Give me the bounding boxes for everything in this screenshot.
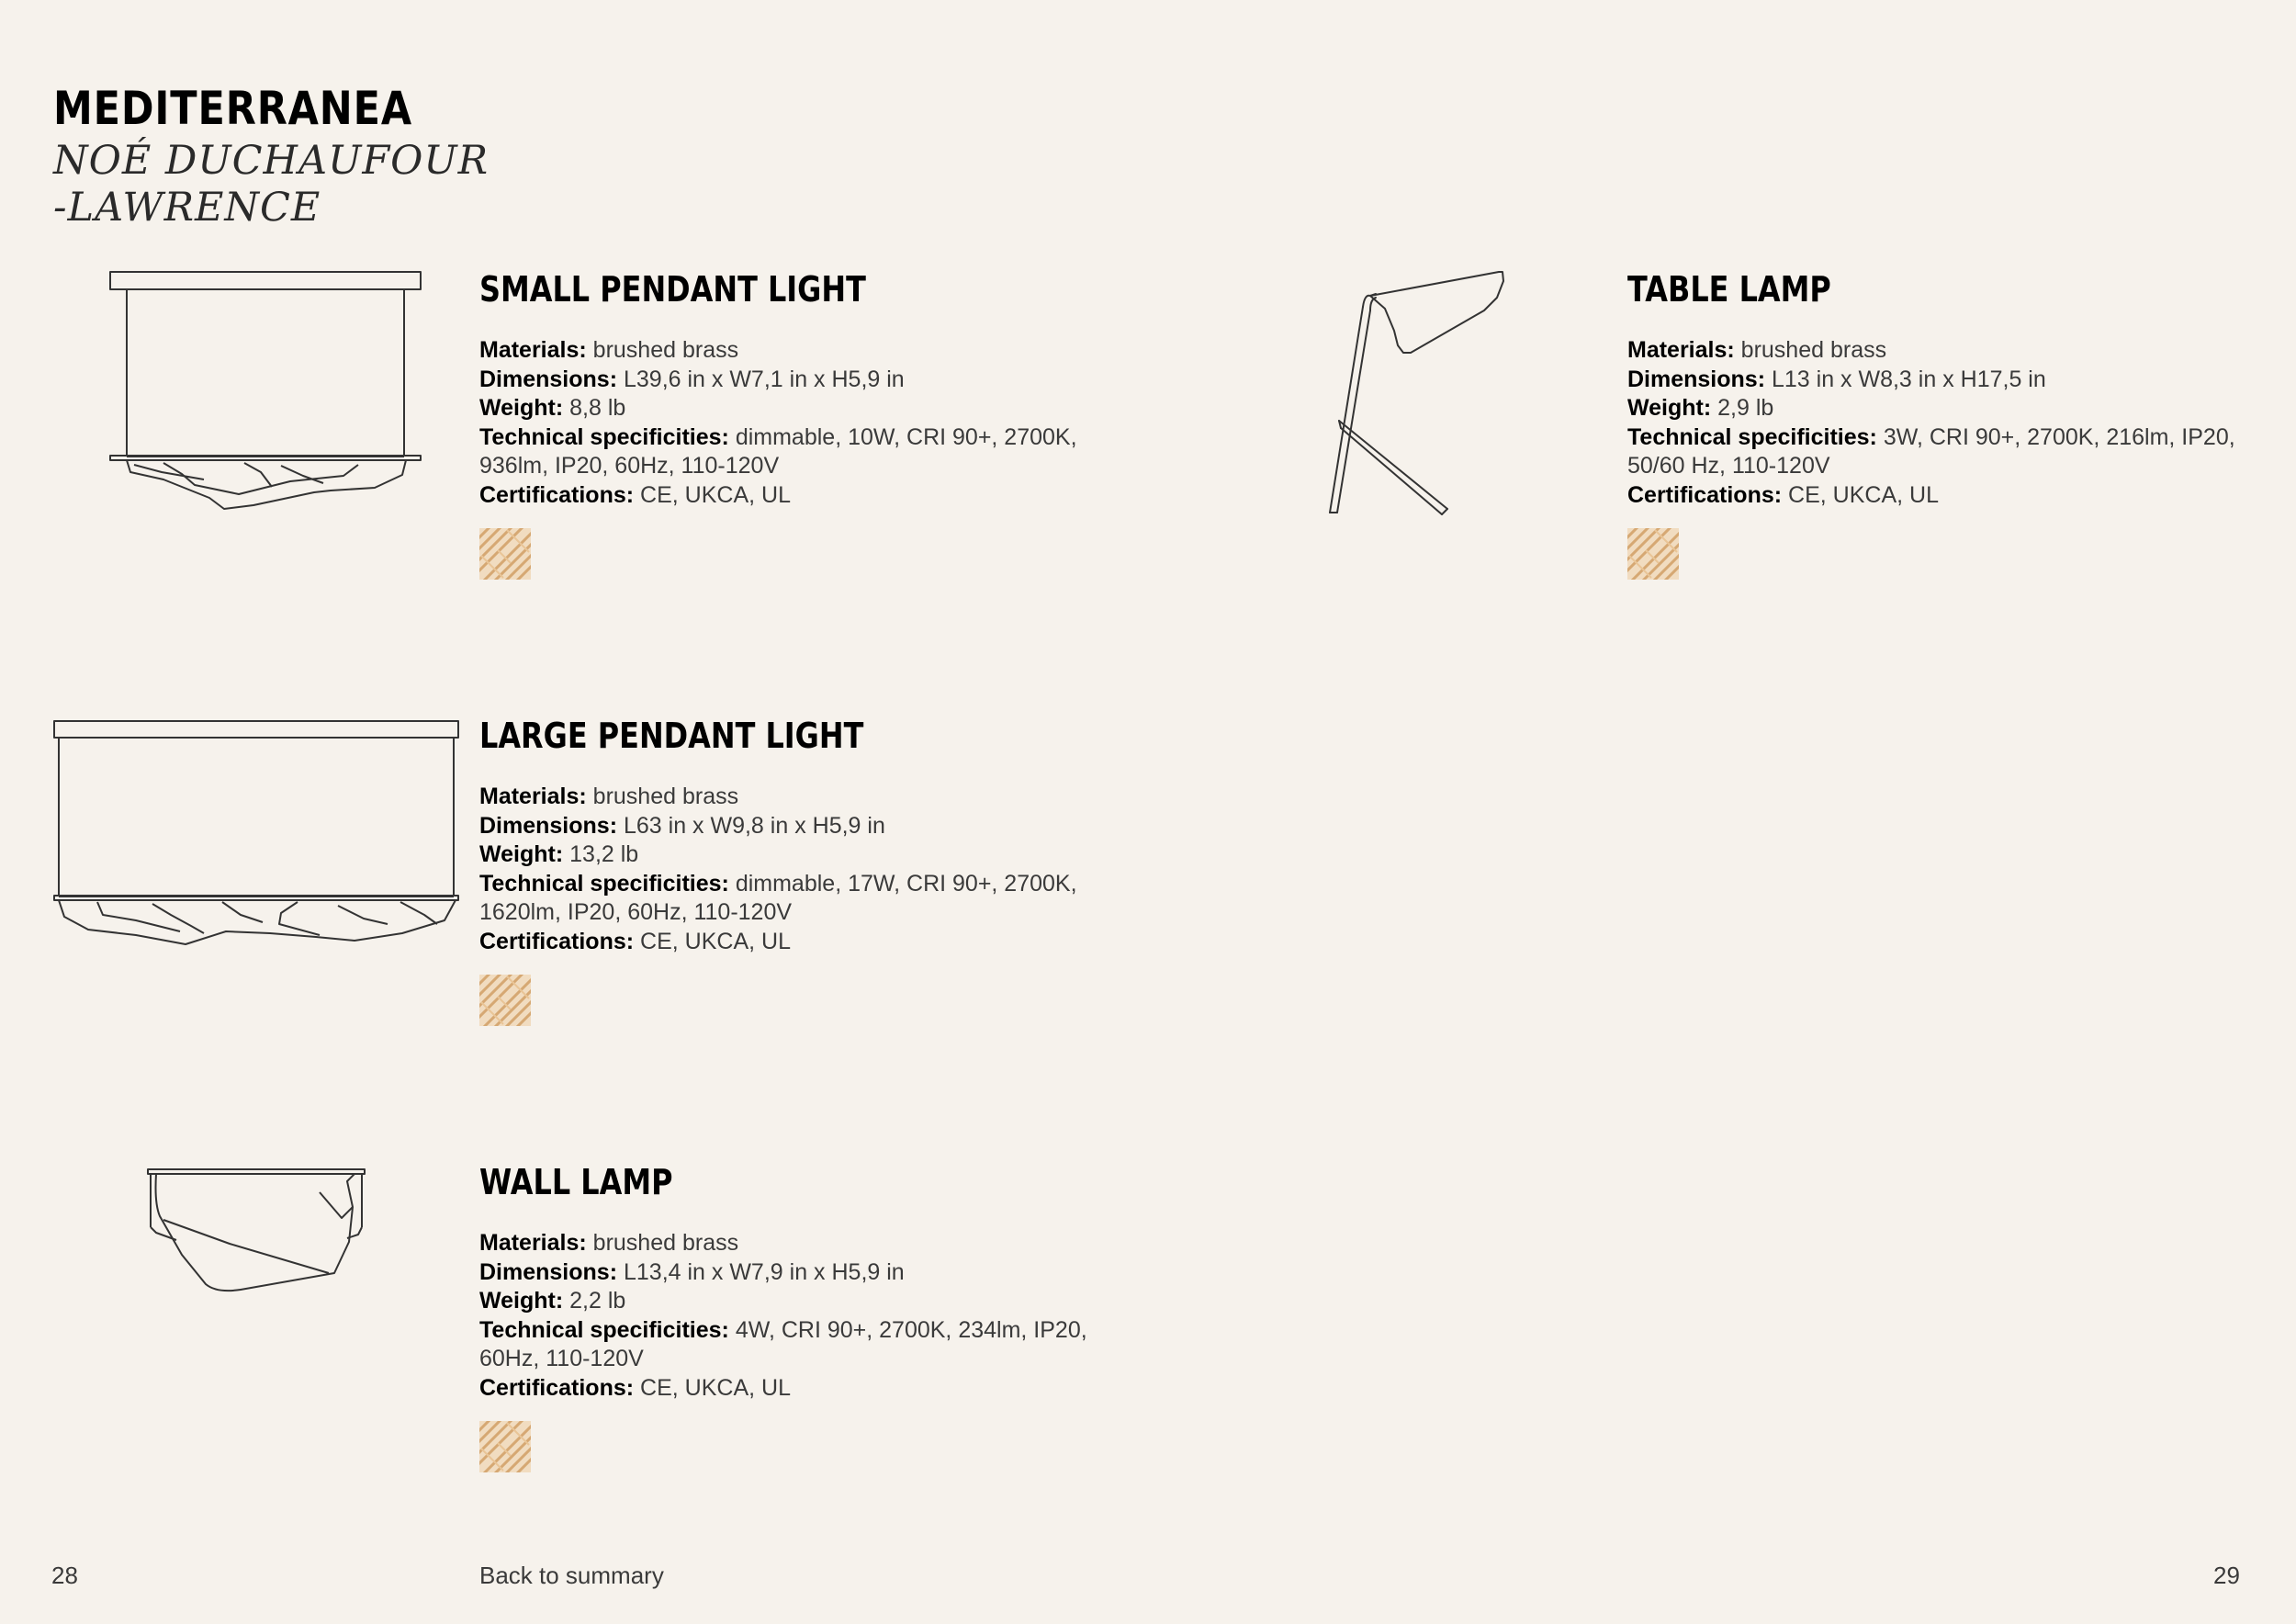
product-large-pendant-light (479, 715, 1104, 1026)
product-title: SMALL PENDANT LIGHT (479, 269, 866, 310)
page-number-right: 29 (2213, 1562, 2240, 1589)
brushed-brass-swatch-icon (1627, 528, 1679, 580)
spec-dimensions (479, 1258, 1104, 1288)
spec-dimensions (479, 812, 1104, 841)
spec-certifications (479, 928, 1104, 957)
spec-value: 60Hz, 110-120V (479, 1346, 644, 1371)
spec-value: CE, UKCA, UL (640, 928, 791, 954)
brushed-brass-swatch-icon (479, 528, 531, 580)
spec-technical (1627, 423, 2252, 481)
spec-value: 1620lm, IP20, 60Hz, 110-120V (479, 899, 793, 925)
spec-materials (479, 336, 1104, 366)
spec-value: L39,6 in x W7,1 in x H5,9 in (623, 366, 905, 392)
spec-value: 50/60 Hz, 110-120V (1627, 453, 1830, 479)
spec-weight (479, 1287, 1104, 1316)
spec-value: CE, UKCA, UL (1788, 481, 1939, 508)
spec-value: 2,2 lb (569, 1288, 626, 1314)
spec-label: Materials: (1627, 337, 1735, 363)
spec-certifications (479, 481, 1104, 511)
spec-value: brushed brass (1740, 337, 1887, 363)
spec-value: 4W, CRI 90+, 2700K, 234lm, IP20, (735, 1316, 1087, 1343)
spec-label: Dimensions: (479, 1258, 618, 1285)
spec-value: 2,9 lb (1717, 395, 1774, 421)
designer-name (53, 138, 568, 231)
spec-label: Weight: (1627, 395, 1712, 421)
spec-label: Dimensions: (479, 812, 618, 839)
spec-certifications (479, 1374, 1104, 1404)
spec-dimensions (479, 366, 1104, 395)
collection-title: MEDITERRANEA (53, 82, 413, 135)
spec-label: Weight: (479, 841, 564, 867)
spec-label: Dimensions: (1627, 366, 1766, 392)
product-table-lamp (1627, 268, 2252, 580)
product-small-pendant-light (479, 268, 1104, 580)
table-lamp-drawing (1319, 266, 1530, 524)
back-to-summary-link[interactable]: Back to summary (479, 1562, 664, 1589)
spec-value: brushed brass (592, 337, 739, 363)
spec-materials (1627, 336, 2252, 366)
spec-label: Weight: (479, 1288, 564, 1314)
spec-weight (479, 394, 1104, 423)
spec-label: Materials: (479, 1230, 587, 1256)
brushed-brass-swatch-icon (479, 975, 531, 1026)
spec-label: Certifications: (479, 1374, 635, 1401)
spec-materials (479, 1229, 1104, 1258)
spec-value: dimmable, 17W, CRI 90+, 2700K, (735, 870, 1077, 897)
spec-value: 8,8 lb (569, 395, 626, 421)
product-title: TABLE LAMP (1627, 269, 1831, 310)
designer-name-line-2: -LAWRENCE (53, 185, 321, 231)
product-wall-lamp (479, 1161, 1104, 1472)
spec-value: dimmable, 10W, CRI 90+, 2700K, (735, 423, 1077, 450)
large-pendant-light-drawing (51, 718, 463, 957)
designer-name-line-1: NOÉ DUCHAUFOUR (53, 138, 490, 184)
product-title: WALL LAMP (479, 1162, 673, 1202)
spec-weight (1627, 394, 2252, 423)
brushed-brass-swatch-icon (479, 1421, 531, 1472)
spec-technical (479, 1316, 1104, 1374)
spec-label: Technical specificities: (479, 423, 729, 450)
spec-label: Weight: (479, 395, 564, 421)
spec-label: Technical specificities: (479, 1316, 729, 1343)
wall-lamp-drawing (145, 1167, 375, 1299)
product-title: LARGE PENDANT LIGHT (479, 716, 864, 756)
spec-value: L13 in x W8,3 in x H17,5 in (1771, 366, 2046, 392)
spec-technical (479, 870, 1104, 928)
small-pendant-light-drawing (107, 268, 428, 516)
spec-label: Dimensions: (479, 366, 618, 392)
spec-value: 13,2 lb (569, 841, 639, 867)
spec-value: 936lm, IP20, 60Hz, 110-120V (479, 453, 780, 479)
spec-value: CE, UKCA, UL (640, 1374, 791, 1401)
spec-materials (479, 783, 1104, 812)
spec-certifications (1627, 481, 2252, 511)
spec-label: Materials: (479, 784, 587, 809)
spec-value: L63 in x W9,8 in x H5,9 in (623, 812, 885, 839)
spec-value: L13,4 in x W7,9 in x H5,9 in (623, 1258, 905, 1285)
page-number-left: 28 (51, 1562, 78, 1589)
spec-label: Certifications: (1627, 481, 1783, 508)
spec-label: Certifications: (479, 928, 635, 954)
spec-weight (479, 840, 1104, 870)
spec-dimensions (1627, 366, 2252, 395)
spec-value: brushed brass (592, 1230, 739, 1256)
spec-value: brushed brass (592, 784, 739, 809)
spec-label: Certifications: (479, 481, 635, 508)
spec-technical (479, 423, 1104, 481)
spec-label: Materials: (479, 337, 587, 363)
spec-value: 3W, CRI 90+, 2700K, 216lm, IP20, (1883, 423, 2235, 450)
spec-label: Technical specificities: (479, 870, 729, 897)
spec-value: CE, UKCA, UL (640, 481, 791, 508)
spec-label: Technical specificities: (1627, 423, 1877, 450)
